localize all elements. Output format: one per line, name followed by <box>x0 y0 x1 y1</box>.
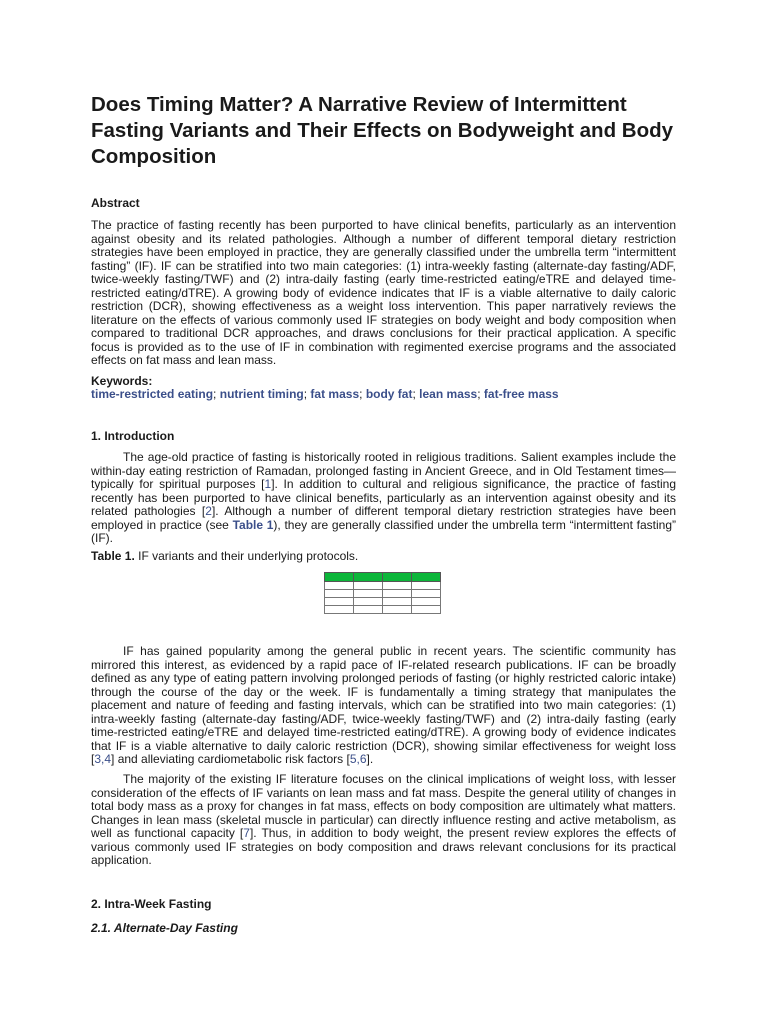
section-2-heading: 2. Intra-Week Fasting <box>91 897 212 911</box>
table-header-cell <box>383 573 412 582</box>
abstract-heading: Abstract <box>91 196 140 210</box>
table-link[interactable]: Table 1 <box>232 517 274 532</box>
keyword-separator: ; <box>477 387 481 401</box>
table-cell <box>325 590 354 598</box>
intro-paragraph-3: The majority of the existing IF literature focuses on the clinical implications of weight loss, with lesser consideration of the effects of IF variants on lean mass and fat mass. Despite the general utility of changes in total body mass as a proxy for changes in fat mass, effects on body composition are ultimately what matters. Changes in lean mass (skeletal muscle in particular) can directly influence resting and active metabolism, as well as functional capacity [7]. Thus, in addition to body weight, the present review explores the effects of various commonly used IF strategies on body composition and draws relevant conclusions for its practical application. <box>91 772 677 867</box>
table-row <box>325 590 441 598</box>
subsection-2-1-heading: 2.1. Alternate-Day Fasting <box>91 921 238 935</box>
table-row <box>325 582 441 590</box>
keyword-link[interactable]: fat mass <box>310 387 360 401</box>
keyword-link[interactable]: time-restricted eating <box>91 387 214 401</box>
citation-link[interactable]: 1 <box>264 477 272 491</box>
table-caption-label: Table 1. <box>91 549 135 563</box>
table-header-cell <box>354 573 383 582</box>
keyword-separator: ; <box>359 387 363 401</box>
section-1-heading: 1. Introduction <box>91 429 175 443</box>
table-cell <box>325 582 354 590</box>
citation-link[interactable]: 3,4 <box>94 752 112 766</box>
article-title: Does Timing Matter? A Narrative Review of Intermittent Fasting Variants and Their Effects on Bodyweight and Body Composition <box>91 93 674 168</box>
intro-paragraph-1: The age-old practice of fasting is historically rooted in religious traditions. Salient examples include the within-day eating restriction of Ramadan, prolonged fasting in Ancient Greece, and in Old Testament times—typically for spiritual purposes [1]. In addition to cultural and religious significance, the practice of fasting recently has been purported to have clinical benefits, particularly as an intervention against obesity and its related pathologies [2]. Although a number of different temporal dietary restriction strategies have been employed in practice (see Table 1), they are generally classified under the umbrella term “intermittent fasting” (IF). <box>91 450 677 545</box>
keyword-separator: ; <box>213 387 217 401</box>
table-cell <box>412 590 441 598</box>
table-cell <box>383 590 412 598</box>
table-cell <box>412 606 441 614</box>
citation-link[interactable]: 2 <box>205 504 212 518</box>
table-row <box>325 606 441 614</box>
keyword-link[interactable]: nutrient timing <box>219 387 304 401</box>
if-variants-table <box>324 572 441 614</box>
table-cell <box>354 598 383 606</box>
table-caption-text: IF variants and their underlying protocols. <box>134 549 359 563</box>
keyword-link[interactable]: body fat <box>365 387 413 401</box>
table-cell <box>354 606 383 614</box>
table-cell <box>412 582 441 590</box>
keywords-label: Keywords: <box>91 374 153 388</box>
table-cell <box>325 606 354 614</box>
table-cell <box>383 606 412 614</box>
keyword-link[interactable]: lean mass <box>419 387 478 401</box>
keyword-separator: ; <box>412 387 416 401</box>
abstract-text: The practice of fasting recently has been purported to have clinical benefits, particularly as an intervention against obesity and its related pathologies. Although a number of different temporal dietary restriction strategies have been employed in practice, they are generally classified under the umbrella term “intermittent fasting” (IF). IF can be stratified into two main categories: (1) intra-weekly fasting (alternate-day fasting/ADF, twice-weekly fasting/TWF) and (2) intra-daily fasting (early time-restricted eating/eTRE and delayed time-restricted eating/dTRE). A growing body of evidence indicates that IF is a viable alternative to daily caloric restriction (DCR), showing effectiveness as a weight loss intervention. This paper narratively reviews the literature on the effects of various commonly used IF strategies on body weight and body composition when compared to traditional DCR approaches, and draws conclusions for their practical application. A specific focus is provided as to the use of IF in combination with regimented exercise programs and the associated effects on fat mass and lean mass. <box>91 218 676 367</box>
table-cell <box>383 582 412 590</box>
table-row <box>325 598 441 606</box>
keyword-link[interactable]: fat-free mass <box>483 387 559 401</box>
table-cell <box>354 582 383 590</box>
citation-link[interactable]: 7 <box>243 826 250 840</box>
table-header-cell <box>412 573 441 582</box>
table-cell <box>325 598 354 606</box>
table-cell <box>412 598 441 606</box>
table-header-row <box>325 573 441 582</box>
keyword-separator: ; <box>303 387 308 401</box>
keywords-list <box>91 387 559 401</box>
table-cell <box>383 598 412 606</box>
citation-link[interactable]: 5,6 <box>349 752 367 766</box>
table-caption <box>91 549 358 563</box>
table-header-cell <box>325 573 354 582</box>
table-cell <box>354 590 383 598</box>
intro-paragraph-2: IF has gained popularity among the general public in recent years. The scientific community has mirrored this interest, as evidenced by a rapid pace of IF-related research publications. IF can be broadly defined as any type of eating pattern involving prolonged periods of fasting (or highly restricted caloric intake) through the course of the day or the week. IF is fundamentally a timing strategy that manipulates the placement and nature of feeding and fasting intervals, which can be stratified into two main categories: (1) intra-weekly fasting (alternate-day fasting/ADF, twice-weekly fasting/TWF) and (2) intra-daily fasting (early time-restricted eating/eTRE and delayed time-restricted eating/dTRE). A growing body of evidence indicates that IF is a viable alternative to daily caloric restriction (DCR), showing similar effectiveness for weight loss [3,4] and alleviating cardiometabolic risk factors [5,6]. <box>91 644 676 766</box>
